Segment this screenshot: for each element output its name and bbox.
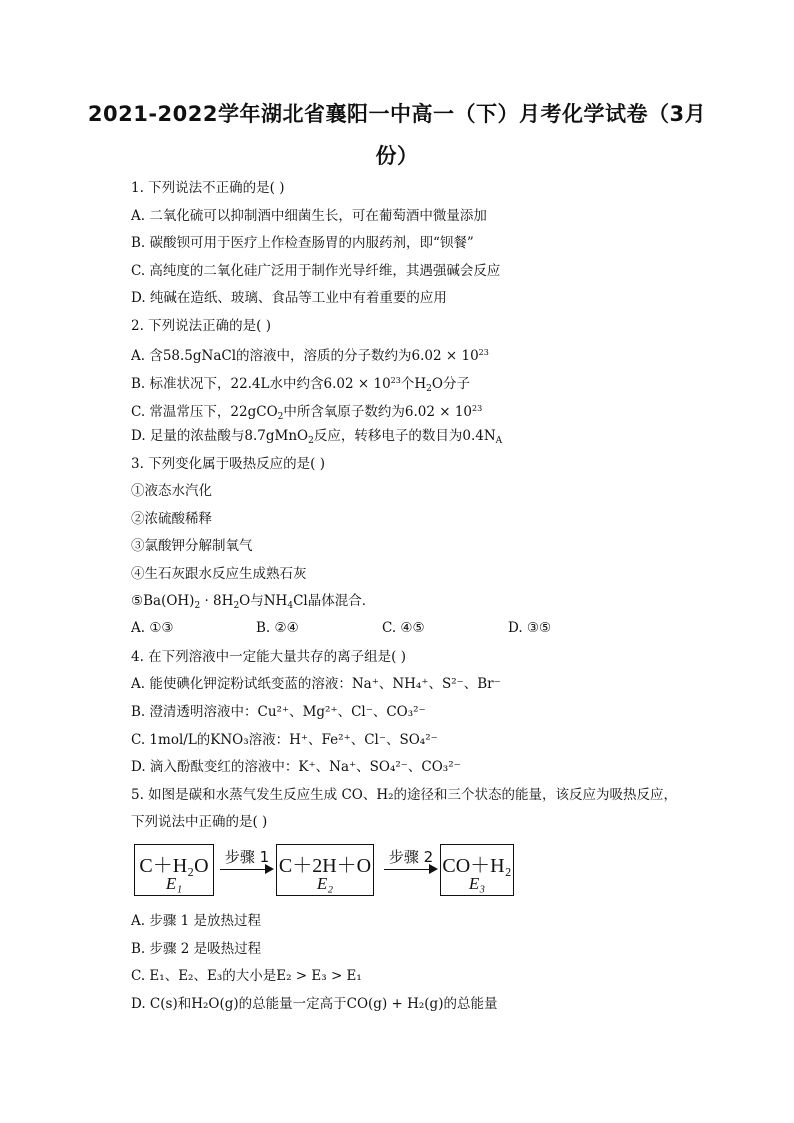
q5-option-b: B. 步骤 2 是吸热过程 [131,941,262,957]
q1-option-a: A. 二氧化硫可以抑制酒中细菌生长，可在葡萄酒中微量添加 [131,208,487,224]
state-1-formula: C＋H₂O [139,855,209,877]
state-2-formula: C＋2H＋O [278,855,372,877]
q1-option-b: B. 碳酸钡可用于医疗上作检查肠胃的内服药剂，即“钡餐” [131,235,474,251]
q3-option-c: C. ④⑤ [382,620,425,636]
q3-item-4: ④生石灰跟水反应生成熟石灰 [131,566,307,582]
q5-option-d: D. C(s)和H₂O(g)的总能量一定高于CO(g) + H₂(g)的总能量 [131,996,498,1012]
q2-option-a: A. 含58.5gNaCl的溶液中，溶质的分子数约为$6.02 \times 10^{23}$ [131,348,489,364]
q4-option-a: A. 能使碘化钾淀粉试纸变蓝的溶液：Na⁺、NH₄⁺、S²⁻、Br⁻ [131,676,501,692]
state-2-energy: E₂ [316,874,334,893]
q4-stem: 4. 在下列溶液中一定能大量共存的离子组是( ) [131,649,406,665]
state-box-3 [440,844,514,896]
step-2-label: 步骤 2 [388,848,434,866]
q2-stem: 2. 下列说法正确的是( ) [131,318,271,334]
q3-item-3: ③氯酸钾分解制氧气 [131,538,253,554]
page-title-line-2: 份） [375,144,419,168]
q3-option-b: B. ②④ [256,620,299,636]
q3-option-d: D. ③⑤ [508,620,552,636]
energy-path-diagram [134,844,514,898]
q4-option-d: D. 滴入酚酞变红的溶液中：K⁺、Na⁺、SO₄²⁻、CO₃²⁻ [131,759,461,775]
step-1-arrow [220,844,274,894]
q3-item-1: ①液态水汽化 [131,483,212,499]
q4-option-b: B. 澄清透明溶液中：Cu²⁺、Mg²⁺、Cl⁻、CO₃²⁻ [131,704,426,720]
step-2-arrow [384,844,438,894]
state-1-energy: E₁ [165,874,183,893]
page-title-line-1: 2021-2022学年湖北省襄阳一中高一（下）月考化学试卷（3月 [87,102,707,126]
state-box-2 [276,844,374,896]
state-3-formula: CO＋H₂ [442,855,512,877]
q3-item-5: $⑤Ba(OH)_2 \cdot 8H_2O$与$NH_4Cl$晶体混合． [131,593,376,611]
state-box-1 [134,844,214,896]
q3-item-2: ②浓硫酸稀释 [131,511,212,527]
q5-option-c: C. E₁、E₂、E₃的大小是E₂ > E₃ > E₁ [131,968,362,984]
q3-option-a: A. ①③ [131,620,174,636]
q5-option-a: A. 步骤 1 是放热过程 [131,913,262,929]
q5-stem-line-1: 5. 如图是碳和水蒸气发生反应生成 CO、H₂的途径和三个状态的能量，该反应为吸热反应， [131,787,678,803]
q2-option-b: B. 标准状况下，22.4L水中约含$6.02 \times 10^{23}$个$H_2O$分子 [131,376,470,394]
q4-option-c: C. 1mol/L的KNO₃溶液：H⁺、Fe²⁺、Cl⁻、SO₄²⁻ [131,732,438,748]
q2-option-c: C. 常温常压下，22gCO$_2$中所含氧原子数约为$6.02 \times 10^{23}$ [131,404,483,422]
step-1-label: 步骤 1 [224,848,270,866]
q1-option-c: C. 高纯度的二氧化硅广泛用于制作光导纤维，其遇强碱会反应 [131,263,501,279]
state-3-energy: E₃ [468,874,486,893]
q5-stem-line-2: 下列说法中正确的是( ) [131,814,268,830]
q2-option-d: D. 足量的浓盐酸与8.7gMnO$_2$反应，转移电子的数目为$0.4N_A$ [131,428,503,446]
q1-option-d: D. 纯碱在造纸、玻璃、食品等工业中有着重要的应用 [131,290,447,306]
q1-stem: 1. 下列说法不正确的是( ) [131,180,285,196]
q3-stem: 3. 下列变化属于吸热反应的是( ) [131,456,325,472]
